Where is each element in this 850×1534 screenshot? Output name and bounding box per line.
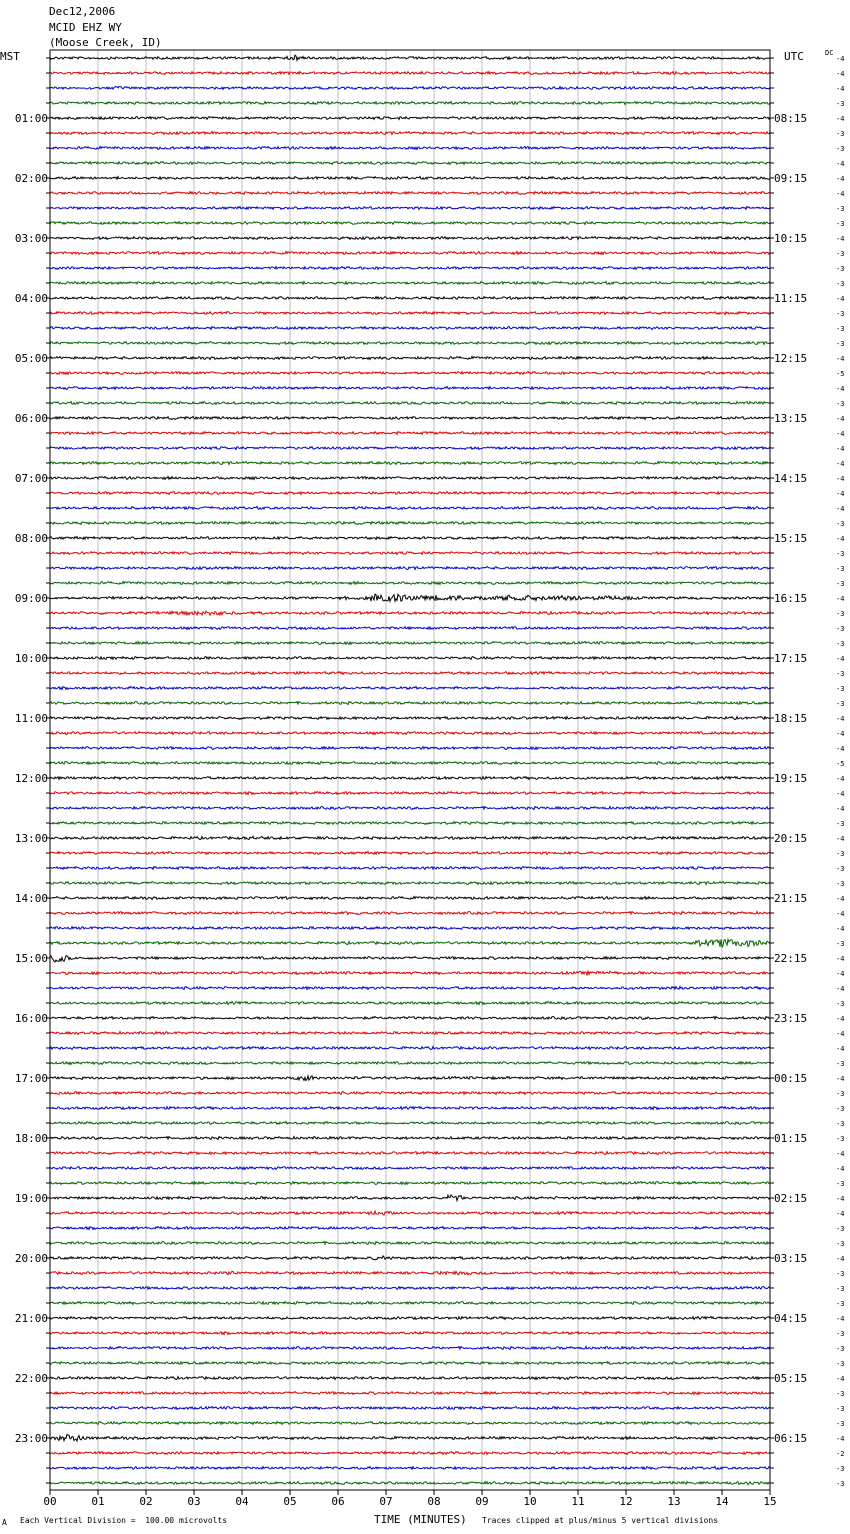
trace-line — [50, 387, 770, 390]
trace-line — [50, 717, 770, 720]
dc-offset-label: -4 — [836, 445, 845, 453]
dc-offset-label: -3 — [836, 685, 845, 693]
trace-line — [50, 432, 770, 435]
dc-offset-label: -3 — [836, 865, 845, 873]
trace-line — [50, 822, 770, 825]
dc-offset-label: -3 — [836, 1390, 845, 1398]
trace-line — [50, 1362, 770, 1365]
dc-offset-label: -3 — [836, 610, 845, 618]
mst-hour-label: 23:00 — [14, 1432, 48, 1445]
dc-offset-label: -3 — [836, 280, 845, 288]
dc-offset-label: -4 — [836, 730, 845, 738]
date-label: Dec12,2006 — [49, 5, 116, 18]
utc-hour-label: 11:15 — [774, 292, 808, 305]
trace-line — [50, 777, 770, 780]
trace-line — [50, 1332, 770, 1335]
dc-offset-label: -4 — [836, 1030, 845, 1038]
trace-line — [50, 492, 770, 495]
dc-offset-label: -4 — [836, 55, 845, 63]
trace-line — [50, 852, 770, 855]
dc-offset-label: -3 — [836, 550, 845, 558]
dc-offset-label: -4 — [836, 970, 845, 978]
dc-offset-label: -3 — [836, 700, 845, 708]
mst-hour-label: 11:00 — [14, 712, 48, 725]
dc-offset-label: -4 — [836, 985, 845, 993]
trace-line — [50, 1271, 770, 1274]
dc-offset-label: -3 — [836, 565, 845, 573]
dc-offset-label: -4 — [836, 1150, 845, 1158]
trace-line — [50, 702, 770, 705]
dc-offset-label: -4 — [836, 1045, 845, 1053]
trace-line — [50, 1227, 770, 1230]
trace-line — [50, 162, 770, 165]
trace-line — [50, 594, 770, 601]
trace-line — [50, 1435, 770, 1442]
trace-line — [50, 1302, 770, 1305]
trace-line — [50, 912, 770, 915]
trace-line — [50, 762, 770, 765]
trace-line — [50, 1195, 770, 1201]
trace-line — [50, 971, 770, 975]
trace-line — [50, 1407, 770, 1410]
dc-offset-label: -3 — [836, 340, 845, 348]
dc-offset-label: -4 — [836, 490, 845, 498]
dc-offset-label: -3 — [836, 1405, 845, 1413]
trace-line — [50, 1076, 770, 1081]
trace-line — [50, 447, 770, 450]
dc-offset-label: -3 — [836, 1270, 845, 1278]
scale-note: Each Vertical Division = 100.00 microvolts — [20, 1516, 228, 1525]
scale-mark: A — [2, 1518, 7, 1527]
mst-hour-label: 21:00 — [14, 1312, 48, 1325]
dc-offset-label: -3 — [836, 1090, 845, 1098]
trace-line — [50, 1047, 770, 1050]
x-tick-label: 08 — [427, 1495, 441, 1508]
dc-offset-label: -3 — [836, 310, 845, 318]
utc-hour-label: 05:15 — [774, 1372, 808, 1385]
dc-offset-label: -4 — [836, 1315, 845, 1323]
trace-line — [50, 372, 770, 375]
utc-hour-label: 15:15 — [774, 532, 808, 545]
dc-offset-label: -4 — [836, 160, 845, 168]
x-tick-label: 07 — [379, 1495, 393, 1508]
right-timezone-label: UTC — [784, 50, 804, 63]
utc-hour-label: 02:15 — [774, 1192, 808, 1205]
x-tick-label: 04 — [235, 1495, 249, 1508]
trace-line — [50, 327, 770, 330]
x-tick-label: 13 — [667, 1495, 681, 1508]
trace-line — [50, 1392, 770, 1395]
x-tick-label: 06 — [331, 1495, 345, 1508]
trace-line — [50, 55, 770, 60]
dc-offset-label: -4 — [836, 460, 845, 468]
dc-offset-label: -3 — [836, 820, 845, 828]
utc-hour-label: 16:15 — [774, 592, 808, 605]
x-tick-label: 09 — [475, 1495, 489, 1508]
trace-line — [50, 1347, 770, 1350]
x-tick-label: 02 — [139, 1495, 153, 1508]
trace-line — [50, 552, 770, 555]
dc-offset-label: -3 — [836, 1105, 845, 1113]
dc-offset-label: -4 — [836, 355, 845, 363]
utc-hour-label: 04:15 — [774, 1312, 808, 1325]
trace-line — [50, 102, 770, 105]
trace-line — [50, 507, 770, 510]
dc-offset-label: -3 — [836, 1465, 845, 1473]
dc-offset-label: -3 — [836, 1330, 845, 1338]
x-tick-label: 11 — [571, 1495, 585, 1508]
trace-line — [50, 657, 770, 660]
trace-line — [50, 1377, 770, 1380]
dc-offset-label: -3 — [836, 250, 845, 258]
dc-offset-label: -3 — [836, 100, 845, 108]
mst-hour-label: 07:00 — [14, 472, 48, 485]
trace-line — [50, 567, 770, 570]
dc-offset-label: -3 — [836, 850, 845, 858]
dc-offset-label: -4 — [836, 535, 845, 543]
trace-line — [50, 222, 770, 225]
trace-line — [50, 897, 770, 900]
mst-hour-label: 19:00 — [14, 1192, 48, 1205]
dc-offset-label: -4 — [836, 835, 845, 843]
dc-offset-label: -4 — [836, 115, 845, 123]
trace-line — [50, 1467, 770, 1470]
trace-line — [50, 252, 770, 255]
trace-line — [50, 282, 770, 285]
dc-offset-label: -3 — [836, 1480, 845, 1488]
trace-line — [50, 1122, 770, 1125]
mst-hour-label: 04:00 — [14, 292, 48, 305]
mst-hour-label: 18:00 — [14, 1132, 48, 1145]
dc-offset-label: -3 — [836, 1120, 845, 1128]
dc-offset-label: -4 — [836, 895, 845, 903]
utc-hour-labels — [774, 112, 807, 1445]
trace-line — [50, 1017, 770, 1020]
trace-line — [50, 747, 770, 750]
dc-offset-label: -3 — [836, 880, 845, 888]
trace-line — [50, 611, 770, 615]
utc-hour-label: 22:15 — [774, 952, 808, 965]
dc-offset-label: -4 — [836, 1375, 845, 1383]
dc-offset-label: -3 — [836, 1225, 845, 1233]
trace-line — [50, 807, 770, 810]
mst-hour-label: 01:00 — [14, 112, 48, 125]
trace-line — [50, 207, 770, 210]
left-timezone-label: MST — [0, 50, 20, 63]
utc-hour-label: 01:15 — [774, 1132, 808, 1145]
trace-line — [50, 882, 770, 885]
trace-line — [50, 1182, 770, 1185]
dc-offset-label: -4 — [836, 1075, 845, 1083]
trace-line — [50, 1107, 770, 1110]
dc-offset-label: -4 — [836, 775, 845, 783]
location-label: (Moose Creek, ID) — [49, 36, 162, 49]
trace-line — [50, 1062, 770, 1065]
dc-offset-label: -3 — [836, 1360, 845, 1368]
dc-offset-label: -3 — [836, 1240, 845, 1248]
trace-line — [50, 477, 770, 480]
x-tick-label: 10 — [523, 1495, 537, 1508]
dc-offset-label: -2 — [836, 1450, 845, 1458]
dc-offset-label: -3 — [836, 625, 845, 633]
utc-hour-label: 10:15 — [774, 232, 808, 245]
utc-hour-label: 12:15 — [774, 352, 808, 365]
dc-offset-label: -4 — [836, 955, 845, 963]
trace-line — [50, 1242, 770, 1245]
utc-hour-label: 14:15 — [774, 472, 808, 485]
utc-hour-label: 03:15 — [774, 1252, 808, 1265]
dc-offset-label: -4 — [836, 505, 845, 513]
dc-offset-label: -4 — [836, 70, 845, 78]
x-tick-label: 14 — [715, 1495, 729, 1508]
dc-offset-label: -3 — [836, 1285, 845, 1293]
mst-hour-label: 03:00 — [14, 232, 48, 245]
dc-offset-label: -3 — [836, 1180, 845, 1188]
trace-line — [50, 1211, 770, 1215]
trace-line — [50, 417, 770, 420]
mst-hour-label: 16:00 — [14, 1012, 48, 1025]
x-tick-label: 00 — [43, 1495, 57, 1508]
trace-line — [50, 1287, 770, 1290]
trace-line — [50, 867, 770, 870]
dc-offset-label: -4 — [836, 1165, 845, 1173]
trace-line — [50, 987, 770, 990]
trace-line — [50, 1137, 770, 1140]
trace-line — [50, 1152, 770, 1155]
trace-line — [50, 1167, 770, 1170]
trace-line — [50, 132, 770, 135]
trace-line — [50, 1317, 770, 1320]
mst-hour-label: 06:00 — [14, 412, 48, 425]
dc-offset-label: -3 — [836, 1345, 845, 1353]
dc-offset-label: -4 — [836, 805, 845, 813]
dc-offset-label: -5 — [836, 370, 845, 378]
trace-line — [50, 582, 770, 585]
x-tick-label: 03 — [187, 1495, 201, 1508]
trace-line — [50, 1092, 770, 1095]
utc-hour-label: 20:15 — [774, 832, 808, 845]
dc-offset-label: -4 — [836, 175, 845, 183]
x-tick-label: 01 — [91, 1495, 105, 1508]
trace-line — [50, 1032, 770, 1035]
dc-offset-label: -4 — [836, 85, 845, 93]
clip-note: Traces clipped at plus/minus 5 vertical divisions — [482, 1516, 719, 1525]
trace-line — [50, 1452, 770, 1455]
trace-line — [50, 357, 770, 360]
dc-offset-label: -5 — [836, 760, 845, 768]
mst-hour-label: 14:00 — [14, 892, 48, 905]
trace-line — [50, 537, 770, 540]
trace-line — [50, 1256, 770, 1260]
x-tick-label: 05 — [283, 1495, 297, 1508]
dc-offset-label: -3 — [836, 325, 845, 333]
mst-hour-label: 15:00 — [14, 952, 48, 965]
trace-line — [50, 237, 770, 240]
utc-hour-label: 19:15 — [774, 772, 808, 785]
trace-line — [50, 462, 770, 465]
utc-hour-label: 13:15 — [774, 412, 808, 425]
dc-offset-label: -4 — [836, 190, 845, 198]
dc-offset-label: -3 — [836, 670, 845, 678]
utc-hour-label: 08:15 — [774, 112, 808, 125]
trace-line — [50, 927, 770, 930]
trace-line — [50, 342, 770, 345]
mst-hour-label: 09:00 — [14, 592, 48, 605]
trace-line — [50, 732, 770, 735]
dc-offset-labels — [836, 55, 844, 1488]
trace-line — [50, 836, 770, 839]
utc-hour-label: 09:15 — [774, 172, 808, 185]
utc-hour-label: 00:15 — [774, 1072, 808, 1085]
dc-offset-label: -3 — [836, 265, 845, 273]
dc-offset-label: -3 — [836, 520, 845, 528]
mst-hour-label: 13:00 — [14, 832, 48, 845]
dc-offset-label: -3 — [836, 1420, 845, 1428]
x-axis-title: TIME (MINUTES) — [374, 1513, 467, 1526]
dc-offset-label: -3 — [836, 220, 845, 228]
mst-hour-label: 10:00 — [14, 652, 48, 665]
dc-offset-label: -4 — [836, 910, 845, 918]
trace-line — [50, 1422, 770, 1425]
trace-line — [50, 627, 770, 630]
minute-tick-labels — [43, 1490, 776, 1508]
dc-offset-label: -4 — [836, 925, 845, 933]
trace-line — [50, 177, 770, 180]
dc-offset-label: -4 — [836, 415, 845, 423]
dc-offset-label: -3 — [836, 205, 845, 213]
trace-line — [50, 402, 770, 405]
dc-offset-label: -4 — [836, 295, 845, 303]
dc-offset-label: -4 — [836, 1195, 845, 1203]
dc-header: DC — [825, 49, 834, 57]
mst-hour-label: 12:00 — [14, 772, 48, 785]
utc-hour-label: 18:15 — [774, 712, 808, 725]
x-tick-label: 15 — [763, 1495, 777, 1508]
trace-line — [50, 792, 770, 795]
dc-offset-label: -3 — [836, 1135, 845, 1143]
mst-hour-label: 22:00 — [14, 1372, 48, 1385]
dc-offset-label: -4 — [836, 745, 845, 753]
trace-line — [50, 956, 770, 962]
dc-offset-label: -4 — [836, 655, 845, 663]
station-label: MCID EHZ WY — [49, 21, 122, 34]
dc-offset-label: -4 — [836, 1255, 845, 1263]
trace-line — [50, 267, 770, 270]
trace-line — [50, 672, 770, 675]
seismic-traces — [50, 55, 770, 1485]
x-tick-label: 12 — [619, 1495, 633, 1508]
dc-offset-label: -4 — [836, 1210, 845, 1218]
dc-offset-label: -3 — [836, 400, 845, 408]
mst-hour-label: 02:00 — [14, 172, 48, 185]
dc-offset-label: -3 — [836, 1000, 845, 1008]
trace-line — [50, 522, 770, 525]
dc-offset-label: -4 — [836, 1435, 845, 1443]
trace-line — [50, 117, 770, 120]
trace-line — [50, 939, 770, 947]
dc-offset-label: -3 — [836, 580, 845, 588]
dc-offset-label: -3 — [836, 1060, 845, 1068]
dc-offset-label: -3 — [836, 1300, 845, 1308]
trace-line — [50, 1002, 770, 1005]
trace-line — [50, 297, 770, 300]
dc-offset-label: -4 — [836, 475, 845, 483]
utc-hour-label: 17:15 — [774, 652, 808, 665]
mst-hour-label: 05:00 — [14, 352, 48, 365]
trace-line — [50, 642, 770, 645]
dc-offset-label: -3 — [836, 145, 845, 153]
trace-line — [50, 687, 770, 690]
dc-offset-label: -4 — [836, 790, 845, 798]
utc-hour-label: 21:15 — [774, 892, 808, 905]
utc-hour-label: 06:15 — [774, 1432, 808, 1445]
dc-offset-label: -4 — [836, 385, 845, 393]
dc-offset-label: -3 — [836, 640, 845, 648]
mst-hour-labels — [15, 112, 48, 1445]
trace-line — [50, 72, 770, 75]
trace-line — [50, 192, 770, 195]
mst-hour-label: 08:00 — [14, 532, 48, 545]
dc-offset-label: -4 — [836, 430, 845, 438]
trace-line — [50, 1482, 770, 1485]
dc-offset-label: -4 — [836, 595, 845, 603]
dc-offset-label: -3 — [836, 940, 845, 948]
dc-offset-label: -4 — [836, 1015, 845, 1023]
mst-hour-label: 20:00 — [14, 1252, 48, 1265]
mst-hour-label: 17:00 — [14, 1072, 48, 1085]
dc-offset-label: -4 — [836, 235, 845, 243]
utc-hour-label: 23:15 — [774, 1012, 808, 1025]
trace-line — [50, 147, 770, 150]
trace-line — [50, 87, 770, 90]
dc-offset-label: -4 — [836, 715, 845, 723]
dc-offset-label: -3 — [836, 130, 845, 138]
trace-line — [50, 312, 770, 315]
